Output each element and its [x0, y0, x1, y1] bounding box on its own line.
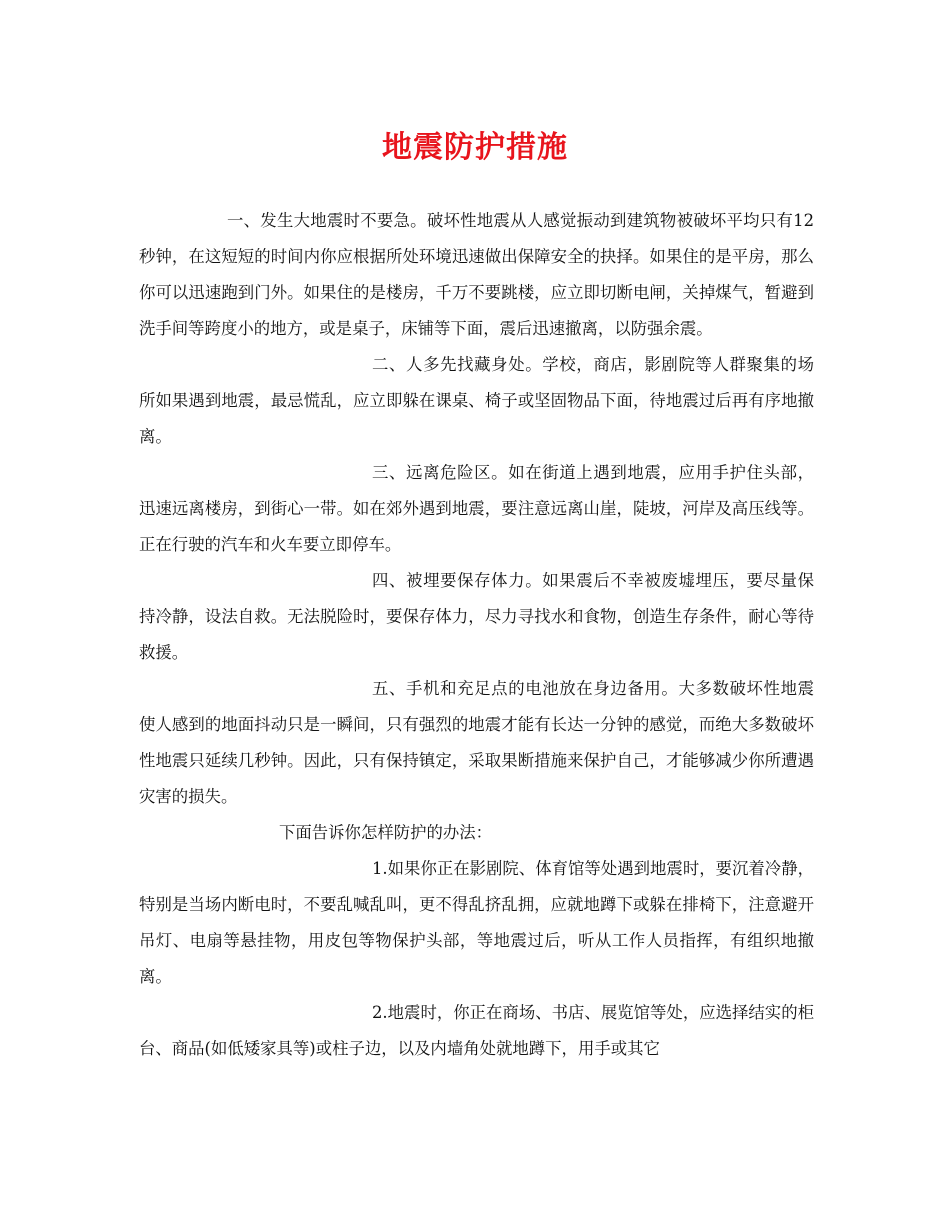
document-title: 地震防护措施 — [382, 130, 568, 165]
paragraph-1: 一、发生大地震时不要急。破坏性地震从人感觉振动到建筑物被破坏平均只有12秒钟，在这短短的时间内你应根据所处环境迅速做出保障安全的抉择。如果住的是平房，那么你可以迅速跑到门外。如果住的是楼房，千万不要跳楼，应立即切断电闸，关掉煤气，暂避到洗手间等跨度小的地方，或是桌子，床铺等下面，震后迅速撤离，以防强余震。 — [139, 211, 814, 338]
paragraph-4: 四、被埋要保存体力。如果震后不幸被废墟埋压，要尽量保持冷静，设法自救。无法脱险时，要保存体力，尽力寻找水和食物，创造生存条件，耐心等待救援。 — [139, 571, 814, 662]
paragraph-5: 五、手机和充足点的电池放在身边备用。大多数破坏性地震使人感到的地面抖动只是一瞬间，只有强烈的地震才能有长达一分钟的感觉，而绝大多数破坏性地震只延续几秒钟。因此，只有保持镇定，采取果断措施来保护自己，才能够减少你所遭遇灾害的损失。 — [139, 679, 814, 806]
paragraph-2: 二、人多先找藏身处。学校，商店，影剧院等人群聚集的场所如果遇到地震，最忌慌乱，应立即躲在课桌、椅子或坚固物品下面，待地震过后再有序地撤离。 — [139, 355, 814, 446]
paragraph-7: 1.如果你正在影剧院、体育馆等处遇到地震时，要沉着冷静，特别是当场内断电时，不要乱喊乱叫，更不得乱挤乱拥，应就地蹲下或躲在排椅下，注意避开吊灯、电扇等悬挂物，用皮包等物保护头部，等地震过后，听从工作人员指挥，有组织地撤离。 — [139, 859, 814, 986]
paragraph-3: 三、远离危险区。如在街道上遇到地震，应用手护住头部，迅速远离楼房，到街心一带。如在郊外遇到地震，要注意远离山崖，陡坡，河岸及高压线等。正在行驶的汽车和火车要立即停车。 — [139, 463, 814, 554]
document-body — [139, 203, 814, 1067]
paragraph-8: 2.地震时，你正在商场、书店、展览馆等处，应选择结实的柜台、商品(如低矮家具等)或柱子边，以及内墙角处就地蹲下，用手或其它 — [139, 1003, 814, 1058]
paragraph-6: 下面告诉你怎样防护的办法： — [279, 823, 493, 842]
